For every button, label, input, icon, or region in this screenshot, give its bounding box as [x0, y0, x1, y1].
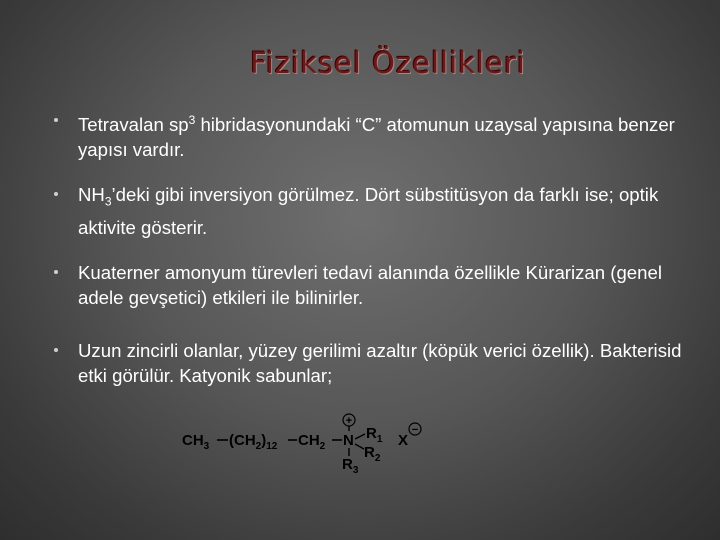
bullet-text: Uzun zincirli olanlar, yüzey gerilimi azaltır (köpük verici özellik). Bakterisid etki görülür. Katyonik sabunlar;	[78, 340, 682, 386]
methylene-chain: $(CH_2)_{12}$	[229, 432, 278, 452]
r3-group: $R_3$	[342, 456, 359, 476]
bullet-dot	[54, 270, 58, 274]
bullet-text: $NH_3’deki$ gibi inversiyon görülmez. Dört sübstitüsyon da farklı ise; optik aktivite gösterir.	[78, 184, 659, 238]
bullet-item	[54, 338, 694, 388]
slide-title: Fiziksel Özellikleri	[250, 46, 526, 80]
bullet-dot	[54, 192, 58, 196]
nitrogen-atom: N	[343, 432, 354, 449]
bullet-item	[54, 108, 694, 162]
bond-line	[355, 444, 364, 449]
bullet-dot	[54, 118, 58, 122]
positive-charge-sign: +	[345, 415, 353, 427]
bond-line	[355, 434, 365, 439]
bullet-item	[54, 260, 694, 310]
ch2-group: $CH_2$	[298, 432, 326, 452]
r1-group: $R_1$	[366, 425, 383, 445]
negative-charge-sign: −	[411, 424, 419, 436]
bullet-item	[54, 182, 694, 240]
r2-group: $R_2$	[364, 444, 381, 464]
counter-anion: X	[398, 432, 409, 449]
quaternary-ammonium-formula	[182, 412, 422, 476]
bullet-text: Tetravalan $sp^3$ hibridasyonundaki “C” atomunun uzaysal yapısına benzer yapısı vardır.	[78, 113, 675, 161]
ch3-group: $CH_3$	[182, 432, 210, 452]
bullet-dot	[54, 348, 58, 352]
bullet-text: Kuaterner amonyum türevleri tedavi alanında özellikle Kürarizan (genel adele gevşetici) etkileri ile bilinirler.	[78, 262, 662, 308]
